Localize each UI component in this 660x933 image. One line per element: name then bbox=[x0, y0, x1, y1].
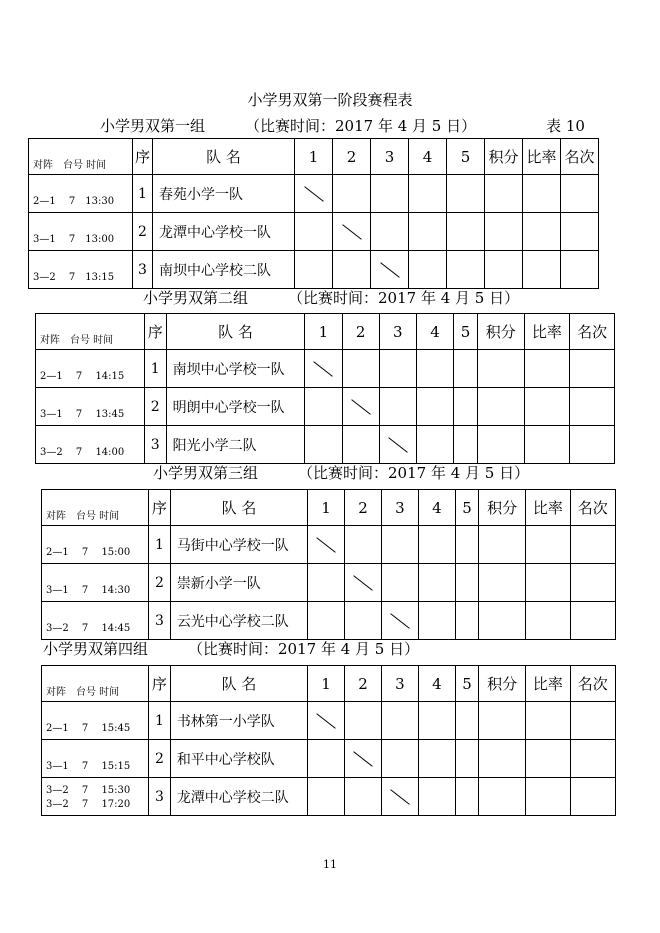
stat-cell bbox=[477, 426, 524, 464]
diagonal-cell bbox=[381, 602, 418, 640]
stat-cell bbox=[570, 702, 615, 740]
matchup-cell bbox=[42, 526, 149, 564]
page-number: 11 bbox=[323, 858, 337, 871]
header-meta: 对阵 台号 时间 bbox=[42, 666, 149, 702]
matchup-text: 3—1 7 15:15 bbox=[46, 761, 131, 772]
header-meta: 对阵 台号 时间 bbox=[42, 490, 149, 526]
stat-cell bbox=[570, 564, 615, 602]
header-r1: 1 bbox=[308, 666, 345, 702]
header-r3: 3 bbox=[381, 666, 418, 702]
page-title: 小学男双第一阶段赛程表 bbox=[247, 91, 413, 109]
stat-cell bbox=[523, 251, 561, 289]
stat-cell bbox=[523, 175, 561, 213]
seq-cell: 3 bbox=[144, 426, 166, 464]
stat-cell bbox=[526, 564, 571, 602]
group-heading bbox=[143, 287, 519, 308]
diagonal-cell bbox=[379, 426, 416, 464]
diagonal-cell bbox=[345, 740, 382, 778]
result-cell bbox=[418, 602, 455, 640]
stat-cell bbox=[523, 213, 561, 251]
header-points: 积分 bbox=[477, 314, 524, 350]
header-r2: 2 bbox=[333, 139, 371, 175]
result-cell bbox=[455, 702, 478, 740]
header-r2: 2 bbox=[345, 490, 382, 526]
matchup-cell bbox=[36, 426, 145, 464]
matchup-text: 2—1 7 15:00 bbox=[46, 547, 131, 558]
team-name-cell: 阳光小学二队 bbox=[166, 426, 305, 464]
matchup-cell bbox=[42, 564, 149, 602]
header-r2: 2 bbox=[345, 666, 382, 702]
stat-cell bbox=[524, 426, 569, 464]
table-row bbox=[36, 426, 660, 464]
stat-cell bbox=[479, 564, 526, 602]
header-row bbox=[29, 139, 645, 175]
seq-cell: 3 bbox=[149, 602, 171, 640]
team-name-cell: 云光中心学校二队 bbox=[170, 602, 307, 640]
header-points: 积分 bbox=[479, 490, 526, 526]
result-cell bbox=[333, 251, 371, 289]
team-name-cell: 春苑小学一队 bbox=[153, 175, 295, 213]
stat-cell bbox=[526, 526, 571, 564]
result-cell bbox=[455, 602, 478, 640]
result-cell bbox=[381, 702, 418, 740]
group-title: 小学男双第三组 bbox=[153, 464, 259, 482]
diagonal-cell bbox=[371, 251, 409, 289]
table-row bbox=[29, 175, 645, 213]
stat-cell bbox=[526, 602, 571, 640]
stat-cell bbox=[479, 778, 526, 816]
stat-cell bbox=[570, 350, 615, 388]
result-cell bbox=[308, 778, 345, 816]
diagonal-cell bbox=[295, 175, 333, 213]
team-name-cell: 和平中心学校队 bbox=[170, 740, 307, 778]
schedule-table bbox=[28, 138, 645, 289]
result-cell bbox=[418, 740, 455, 778]
result-cell bbox=[418, 526, 455, 564]
stat-cell bbox=[485, 251, 523, 289]
match-date: （比赛时间：2017 年 4 月 5 日） bbox=[288, 289, 520, 307]
matchup-text: 3—1 7 13:45 bbox=[40, 409, 125, 420]
group-heading bbox=[153, 462, 529, 483]
stat-cell bbox=[570, 778, 615, 816]
seq-cell: 1 bbox=[149, 526, 171, 564]
result-cell bbox=[409, 213, 447, 251]
matchup-text: 3—2 7 14:00 bbox=[40, 447, 125, 458]
result-cell bbox=[345, 778, 382, 816]
table-row bbox=[36, 388, 660, 426]
stat-cell bbox=[561, 175, 599, 213]
header-seq: 序 bbox=[149, 666, 171, 702]
diagonal-cell bbox=[333, 213, 371, 251]
seq-cell: 2 bbox=[149, 740, 171, 778]
header-ratio: 比率 bbox=[524, 314, 569, 350]
header-rank: 名次 bbox=[570, 314, 615, 350]
result-cell bbox=[455, 740, 478, 778]
matchup-cell bbox=[42, 778, 149, 816]
header-r1: 1 bbox=[305, 314, 342, 350]
result-cell bbox=[345, 526, 382, 564]
stat-cell bbox=[526, 702, 571, 740]
seq-cell: 3 bbox=[133, 251, 153, 289]
stat-cell bbox=[524, 350, 569, 388]
result-cell bbox=[454, 350, 478, 388]
result-cell bbox=[308, 602, 345, 640]
stat-cell bbox=[524, 388, 569, 426]
table-row bbox=[42, 602, 660, 640]
result-cell bbox=[345, 702, 382, 740]
stat-cell bbox=[477, 388, 524, 426]
header-points: 积分 bbox=[485, 139, 523, 175]
schedule-table bbox=[41, 489, 660, 640]
header-row bbox=[36, 314, 660, 350]
header-seq: 序 bbox=[149, 490, 171, 526]
stat-cell bbox=[526, 778, 571, 816]
stat-cell bbox=[477, 350, 524, 388]
result-cell bbox=[409, 175, 447, 213]
matchup-text: 3—2 7 15:30 bbox=[46, 785, 131, 796]
result-cell bbox=[454, 426, 478, 464]
result-cell bbox=[381, 740, 418, 778]
header-seq: 序 bbox=[144, 314, 166, 350]
matchup-text: 3—2 7 13:15 bbox=[33, 272, 115, 283]
matchup-text: 3—2 7 17:20 bbox=[46, 799, 131, 810]
group-heading bbox=[100, 115, 585, 136]
stat-cell bbox=[561, 251, 599, 289]
header-r5: 5 bbox=[454, 314, 478, 350]
stat-cell bbox=[570, 602, 615, 640]
result-cell bbox=[305, 426, 342, 464]
header-r4: 4 bbox=[418, 666, 455, 702]
group-title: 小学男双第四组 bbox=[43, 640, 149, 658]
stat-cell bbox=[479, 740, 526, 778]
matchup-cell bbox=[29, 213, 133, 251]
result-cell bbox=[455, 778, 478, 816]
stat-cell bbox=[479, 602, 526, 640]
header-ratio: 比率 bbox=[523, 139, 561, 175]
result-cell bbox=[342, 350, 379, 388]
result-cell bbox=[295, 213, 333, 251]
matchup-cell bbox=[42, 740, 149, 778]
stat-cell bbox=[479, 526, 526, 564]
stat-cell bbox=[485, 213, 523, 251]
header-points: 积分 bbox=[479, 666, 526, 702]
seq-cell: 1 bbox=[144, 350, 166, 388]
diagonal-cell bbox=[381, 778, 418, 816]
result-cell bbox=[416, 388, 453, 426]
header-row bbox=[42, 490, 660, 526]
table-row bbox=[42, 526, 660, 564]
header-seq: 序 bbox=[133, 139, 153, 175]
result-cell bbox=[371, 213, 409, 251]
result-cell bbox=[447, 251, 485, 289]
matchup-cell bbox=[36, 350, 145, 388]
group-title: 小学男双第一组 bbox=[100, 117, 206, 135]
header-r4: 4 bbox=[409, 139, 447, 175]
table-number: 表 10 bbox=[546, 117, 585, 135]
stat-cell bbox=[570, 426, 615, 464]
group-heading bbox=[43, 638, 419, 659]
team-name-cell: 南坝中心学校二队 bbox=[153, 251, 295, 289]
stat-cell bbox=[561, 213, 599, 251]
header-r1: 1 bbox=[295, 139, 333, 175]
stat-cell bbox=[485, 175, 523, 213]
result-cell bbox=[295, 251, 333, 289]
result-cell bbox=[379, 350, 416, 388]
matchup-text: 2—1 7 15:45 bbox=[46, 723, 131, 734]
header-meta: 对阵 台号 时间 bbox=[36, 314, 145, 350]
result-cell bbox=[416, 426, 453, 464]
result-cell bbox=[305, 388, 342, 426]
header-r3: 3 bbox=[371, 139, 409, 175]
result-cell bbox=[409, 251, 447, 289]
team-name-cell: 崇新小学一队 bbox=[170, 564, 307, 602]
diagonal-cell bbox=[342, 388, 379, 426]
result-cell bbox=[455, 564, 478, 602]
result-cell bbox=[418, 564, 455, 602]
header-r1: 1 bbox=[308, 490, 345, 526]
header-team: 队 名 bbox=[166, 314, 305, 350]
stat-cell bbox=[570, 526, 615, 564]
team-name-cell: 龙潭中心学校一队 bbox=[153, 213, 295, 251]
result-cell bbox=[455, 526, 478, 564]
diagonal-cell bbox=[308, 526, 345, 564]
header-r4: 4 bbox=[416, 314, 453, 350]
team-name-cell: 马街中心学校一队 bbox=[170, 526, 307, 564]
match-date: （比赛时间：2017 年 4 月 5 日） bbox=[298, 464, 530, 482]
seq-cell: 2 bbox=[144, 388, 166, 426]
result-cell bbox=[333, 175, 371, 213]
diagonal-cell bbox=[308, 702, 345, 740]
matchup-cell bbox=[29, 175, 133, 213]
header-r5: 5 bbox=[447, 139, 485, 175]
matchup-text: 3—1 7 14:30 bbox=[46, 585, 131, 596]
seq-cell: 2 bbox=[133, 213, 153, 251]
schedule-table bbox=[41, 665, 660, 816]
seq-cell: 3 bbox=[149, 778, 171, 816]
header-rank: 名次 bbox=[561, 139, 599, 175]
team-name-cell: 书林第一小学队 bbox=[170, 702, 307, 740]
result-cell bbox=[418, 778, 455, 816]
header-team: 队 名 bbox=[170, 666, 307, 702]
seq-cell: 1 bbox=[149, 702, 171, 740]
group-title: 小学男双第二组 bbox=[143, 289, 249, 307]
header-r5: 5 bbox=[455, 490, 478, 526]
stat-cell bbox=[526, 740, 571, 778]
stat-cell bbox=[570, 388, 615, 426]
result-cell bbox=[381, 526, 418, 564]
result-cell bbox=[345, 602, 382, 640]
header-meta: 对阵 台号 时间 bbox=[29, 139, 133, 175]
table-row bbox=[29, 213, 645, 251]
header-r4: 4 bbox=[418, 490, 455, 526]
stat-cell bbox=[479, 702, 526, 740]
table-row bbox=[42, 702, 660, 740]
result-cell bbox=[379, 388, 416, 426]
matchup-cell bbox=[42, 602, 149, 640]
header-r5: 5 bbox=[455, 666, 478, 702]
header-rank: 名次 bbox=[570, 490, 615, 526]
header-team: 队 名 bbox=[170, 490, 307, 526]
diagonal-cell bbox=[345, 564, 382, 602]
table-row bbox=[36, 350, 660, 388]
matchup-text: 2—1 7 14:15 bbox=[40, 371, 125, 382]
matchup-cell bbox=[42, 702, 149, 740]
stat-cell bbox=[570, 740, 615, 778]
team-name-cell: 明朗中心学校一队 bbox=[166, 388, 305, 426]
result-cell bbox=[371, 175, 409, 213]
header-team: 队 名 bbox=[153, 139, 295, 175]
result-cell bbox=[447, 213, 485, 251]
header-row bbox=[42, 666, 660, 702]
result-cell bbox=[308, 564, 345, 602]
team-name-cell: 龙潭中心学校二队 bbox=[170, 778, 307, 816]
team-name-cell: 南坝中心学校一队 bbox=[166, 350, 305, 388]
match-date: （比赛时间：2017 年 4 月 5 日） bbox=[188, 640, 420, 658]
table-row bbox=[29, 251, 645, 289]
header-rank: 名次 bbox=[570, 666, 615, 702]
result-cell bbox=[418, 702, 455, 740]
result-cell bbox=[416, 350, 453, 388]
result-cell bbox=[342, 426, 379, 464]
seq-cell: 1 bbox=[133, 175, 153, 213]
table-row bbox=[42, 740, 660, 778]
header-ratio: 比率 bbox=[526, 490, 571, 526]
header-ratio: 比率 bbox=[526, 666, 571, 702]
result-cell bbox=[454, 388, 478, 426]
header-r3: 3 bbox=[379, 314, 416, 350]
matchup-text: 2—1 7 13:30 bbox=[33, 196, 115, 207]
table-row bbox=[42, 778, 660, 816]
seq-cell: 2 bbox=[149, 564, 171, 602]
result-cell bbox=[447, 175, 485, 213]
match-date: （比赛时间：2017 年 4 月 5 日） bbox=[245, 117, 477, 135]
matchup-text: 3—2 7 14:45 bbox=[46, 623, 131, 634]
diagonal-cell bbox=[305, 350, 342, 388]
matchup-text: 3—1 7 13:00 bbox=[33, 234, 115, 245]
schedule-table bbox=[35, 313, 660, 464]
header-r3: 3 bbox=[381, 490, 418, 526]
matchup-cell bbox=[29, 251, 133, 289]
result-cell bbox=[381, 564, 418, 602]
table-row bbox=[42, 564, 660, 602]
result-cell bbox=[308, 740, 345, 778]
matchup-cell bbox=[36, 388, 145, 426]
header-r2: 2 bbox=[342, 314, 379, 350]
